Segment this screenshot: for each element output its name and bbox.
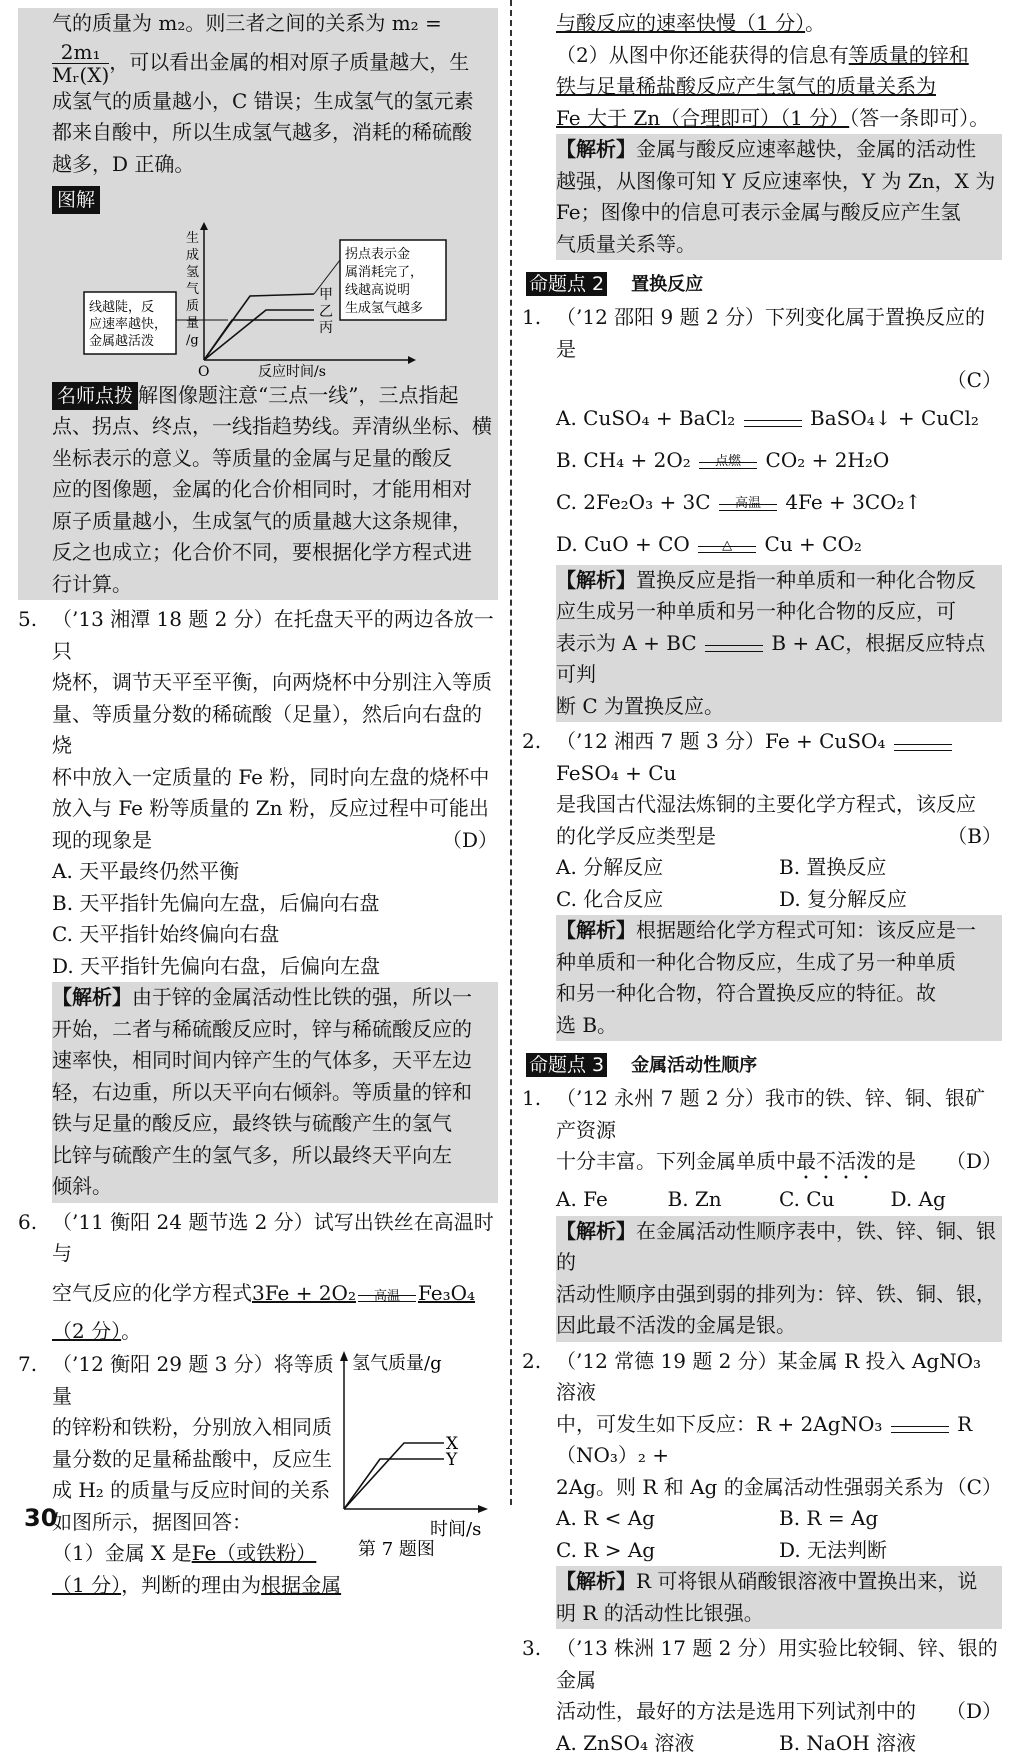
text-line: （’13 株洲 17 题 2 分）用实验比较铜、锌、银的金属 — [556, 1633, 1002, 1696]
option: C. 2Fe₂O₃ + 3C 高温 4Fe + 3CO₂↑ — [556, 481, 1002, 523]
text-line: 量分数的足量稀盐酸中，反应生 — [52, 1444, 352, 1476]
right-note-line: 拐点表示金 — [345, 246, 410, 262]
series-label-jia: 甲 — [319, 287, 333, 303]
text-line: 越强，从图像可知 Y 反应速率快，Y 为 Zn，X 为 — [556, 166, 998, 198]
jiexi-label: 【解析】 — [556, 1219, 636, 1243]
s3q2-solution: 【解析】R 可将银从硝酸银溶液中置换出来，说 明 R 的活动性比银强。 — [556, 1566, 1002, 1629]
text-line: 反之也成立；化合价不同，要根据化学方程式进 — [52, 537, 492, 569]
text-line: 成氢气的质量越小，C 错误；生成氢气的氢元素 — [52, 86, 492, 118]
reaction-diagram — [52, 220, 472, 370]
section-label: 命题点 3 — [526, 1053, 607, 1077]
option: B. R = Ag — [779, 1503, 1002, 1535]
option: D. CuO + CO △ Cu + CO₂ — [556, 523, 1002, 565]
left-column — [18, 8, 498, 1601]
text-line: 烧杯，调节天平至平衡，向两烧杯中分别注入等质 — [52, 667, 498, 699]
answer: （D） — [946, 1146, 1002, 1178]
text-line: 如图所示，据图回答： — [52, 1507, 352, 1539]
jiexi-label: 【解析】 — [556, 1569, 636, 1593]
answer: （D） — [442, 825, 498, 857]
mingshi-label: 名师点拨 — [52, 382, 138, 410]
text-line: 气的质量为 m₂。则三者之间的关系为 m₂ = — [52, 8, 492, 40]
jiexi-label: 【解析】 — [556, 918, 636, 942]
diagram-ylabel-char: 量 — [186, 316, 199, 331]
text-line: 倾斜。 — [52, 1171, 492, 1203]
diagram-ylabel-char: 氢 — [186, 265, 199, 280]
option: B. CH₄ + 2O₂ 点燃 CO₂ + 2H₂O — [556, 439, 1002, 481]
diagram-ylabel-char: 生 — [186, 230, 199, 246]
question-number: 7. — [18, 1349, 37, 1381]
right-column: 与酸反应的速率快慢（1 分）。 （2）从图中你还能获得的信息有等质量的锌和 铁与足量稀盐酸反应产生氢气的质量关系为 Fe 大于 Zn（合理即可）（1 分）（答一条即可）。 【解析】金属与酸反应速率越快，金属的活动性 越强，从图像可知 Y 反应速率快，Y 为 Zn，X 为 Fe；图像中的信息可表示金属与酸反应产生氢 气质量关系等。 命题点 2 置换反应 1. （’12 邵阳 9 题 2 分）下列变化属于置换反应的是 （C） A. CuSO₄ + BaCl₂ BaSO₄↓ + CuCl₂ B. CH₄ + 2O₂ 点燃 CO₂ + 2H₂O C. 2Fe₂O₃ + 3C 高温 4Fe + 3CO₂↑ D. CuO + CO △ Cu + CO₂ 【解析】置换反应是指一种单质和一种化合物反 应生成另一种单质和另一种化合物的反应，可 表示为 A + BC B + AC，根据反应特点可判 断 C 为置换反应。 2. （’12 湘西 7 题 3 分）Fe + CuSO₄ FeSO₄ + Cu 是我国古代湿法炼铜的主要化学方程式，该反应 的化学反应类型是 （B） A. 分解反应 B. 置换反应 C. 化合反应 D. 复分解反应 【解析】根据题给化学方程式可知：该反应是一 种单质和一种化合物反应，生成了另一种单质 和另一种化合物，符合置换反应的特征。故 选 B。 命题点 3 金属活动性顺序 1. （’12 永州 7 题 2 分）我市的铁、锌、铜、银矿产资源 十分丰富。下列金属单质中最不活泼的是 （D） A. Fe B. Zn C. Cu D. Ag 【解析】在金属活动性顺序表中，铁、锌、铜、银的 活动性顺序由强到弱的排列为：锌、铁、铜、银， 因此最不活泼的金属是银。 2. （’12 常德 19 题 2 分）某金属 R 投入 AgNO₃ 溶液 中，可发生如下反应：R + 2AgNO₃ R（NO₃）₂ + 2Ag。则 R 和 Ag 的金属活动性强弱关系为 （C） A. R < Ag B. R = Ag C. R > Ag D. 无法判断 【解析】R 可将银从硝酸银溶液中置换出来，说 明 R 的活动性比银强。 3. （’13 株洲 17 题 2 分）用实验比较铜、锌、银的金属 活动性，最好的方法是选用下列试剂中的 （D） A. ZnSO₄ 溶液 B. NaOH 溶液 — [522, 8, 1002, 1759]
answer: 等质量的锌和 — [849, 43, 969, 67]
s2-question-2: 2. （’12 湘西 7 题 3 分）Fe + CuSO₄ FeSO₄ + Cu 是我国古代湿法炼铜的主要化学方程式，该反应 的化学反应类型是 （B） A. 分解反应 B. 置换反应 C. 化合反应 D. 复分解反应 【解析】根据题给化学方程式可知：该反应是一 种单质和一种化合物反应，生成了另一种单质 和另一种化合物，符合置换反应的特征。故 选 B。 — [522, 726, 1002, 1041]
text-line: 气质量关系等。 — [556, 229, 998, 261]
answer-equation: 3Fe + 2O₂ 高温 Fe₃O₄ — [252, 1281, 475, 1305]
option: B. 置换反应 — [779, 852, 1002, 884]
text-line: （’13 湘潭 18 题 2 分）在托盘天平的两边各放一只 — [52, 604, 498, 667]
question-number: 2. — [522, 726, 541, 758]
answer: 铁与足量稀盐酸反应产生氢气的质量关系为 — [556, 74, 936, 98]
answer: Fe 大于 Zn（合理即可）（1 分） — [556, 106, 849, 130]
answer: （D） — [946, 1696, 1002, 1728]
question-number: 5. — [18, 604, 37, 636]
question-6: 6. （’11 衡阳 24 题节选 2 分）试写出铁丝在高温时与 空气反应的化学方程式3Fe + 2O₂ 高温 Fe₃O₄ （2 分）。 — [18, 1207, 498, 1348]
option: C. R > Ag — [556, 1535, 779, 1567]
option: C. 化合反应 — [556, 884, 779, 916]
option: A. 分解反应 — [556, 852, 779, 884]
text-line: 是我国古代湿法炼铜的主要化学方程式，该反应 — [556, 789, 1002, 821]
s3q1-solution: 【解析】在金属活动性顺序表中，铁、锌、铜、银的 活动性顺序由强到弱的排列为：锌、铁、铜、银， 因此最不活泼的金属是银。 — [556, 1216, 1002, 1342]
diagram-ylabel-char: 气 — [186, 282, 199, 297]
option: D. 无法判断 — [779, 1535, 1002, 1567]
s2-question-1 — [522, 302, 1002, 722]
text-line: 空气反应的化学方程式 — [52, 1281, 252, 1305]
answer: （C） — [947, 368, 1002, 392]
answer: 与酸反应的速率快慢（1 分） — [556, 11, 805, 35]
left-note-line: 线越陡，反 — [89, 299, 154, 315]
question-5 — [18, 604, 498, 1203]
option: A. ZnSO₄ 溶液 — [556, 1728, 779, 1759]
text-line: 和另一种化合物，符合置换反应的特征。故 — [556, 978, 998, 1010]
q5-solution: 【解析】由于锌的金属活动性比铁的强，所以一 开始，二者与稀硫酸反应时，锌与稀硫酸反应的 速率快，相同时间内锌产生的气体多，天平左边 轻，右边重，所以天平向右倾斜。等质量的锌和 铁与足量的酸反应，最终铁与硫酸产生的氢气 比锌与硫酸产生的氢气多，所以最终天平向左 倾斜。 — [52, 982, 498, 1203]
option: D. 天平指针先偏向右盘，后偏向左盘 — [52, 951, 498, 983]
series-label-bing: 丙 — [319, 320, 333, 336]
section-heading-2 — [526, 270, 1002, 296]
diagram-ylabel-char: 成 — [186, 247, 199, 263]
page-number: 30 — [24, 1504, 57, 1532]
s3-question-2: 2. （’12 常德 19 题 2 分）某金属 R 投入 AgNO₃ 溶液 中，可发生如下反应：R + 2AgNO₃ R（NO₃）₂ + 2Ag。则 R 和 Ag 的金属活动性强弱关系为 （C） A. R < Ag B. R = Ag C. R > Ag D. 无法判断 【解析】R 可将银从硝酸银溶液中置换出来，说 明 R 的活动性比银强。 — [522, 1346, 1002, 1630]
section-heading-3 — [526, 1051, 1002, 1077]
option: D. 复分解反应 — [779, 884, 1002, 916]
text-line: （’12 永州 7 题 2 分）我市的铁、锌、铜、银矿产资源 — [556, 1083, 1002, 1146]
jiexi-label: 【解析】 — [556, 568, 636, 592]
option: A. 天平最终仍然平衡 — [52, 856, 498, 888]
text-line: 现的现象是 — [52, 828, 152, 852]
answer: （C） — [947, 1472, 1002, 1504]
section-title: 金属活动性顺序 — [631, 1055, 757, 1076]
question-7: 7. （’12 衡阳 29 题 3 分）将等质量 的锌粉和铁粉，分别放入相同质 量分数的足量稀盐酸中，反应生 成 H₂ 的质量与反应时间的关系 如图所示，据图回答： （1）金属 X 是Fe（或铁粉） （1 分），判断的理由为根据金属 氢气质量/g X Y 时间/s 第 7 题图 — [18, 1349, 498, 1601]
q7-solution: 【解析】金属与酸反应速率越快，金属的活动性 越强，从图像可知 Y 反应速率快，Y 为 Zn，X 为 Fe；图像中的信息可表示金属与酸反应产生氢 气质量关系等。 — [556, 134, 1002, 260]
series-label-yi: 乙 — [319, 304, 333, 320]
text-line: 成 H₂ 的质量与反应时间的关系 — [52, 1475, 352, 1507]
text-line: 断 C 为置换反应。 — [556, 691, 998, 723]
fraction: $\frac{\text{2m₁}}{\text{Mᵣ(X)}}$ — [52, 41, 109, 86]
text-line: 开始，二者与稀硫酸反应时，锌与稀硫酸反应的 — [52, 1014, 492, 1046]
text-line: 活动性顺序由强到弱的排列为：锌、铁、铜、银， — [556, 1279, 998, 1311]
text-line: （’12 邵阳 9 题 2 分）下列变化属于置换反应的是 — [556, 302, 1002, 365]
text-line: 越多，D 正确。 — [52, 149, 492, 181]
text-line: 选 B。 — [556, 1010, 998, 1042]
text-line: 速率快，相同时间内锌产生的气体多，天平左边 — [52, 1045, 492, 1077]
question-number: 1. — [522, 1083, 541, 1115]
jiexi-label: 【解析】 — [52, 985, 132, 1009]
option: A. CuSO₄ + BaCl₂ BaSO₄↓ + CuCl₂ — [556, 397, 1002, 439]
option: C. 天平指针始终偏向右盘 — [52, 919, 498, 951]
text-line: 都来自酸中，所以生成氢气越多，消耗的稀硫酸 — [52, 117, 492, 149]
option: D. Ag — [891, 1184, 1003, 1216]
question-number: 1. — [522, 302, 541, 334]
option: B. 天平指针先偏向左盘，后偏向右盘 — [52, 888, 498, 920]
score: （2 分） — [52, 1319, 121, 1343]
text-line: （’12 衡阳 29 题 3 分）将等质量 — [52, 1349, 352, 1412]
option: C. Cu — [779, 1184, 891, 1216]
text-line: 杯中放入一定质量的 Fe 粉，同时向左盘的烧杯中 — [52, 762, 498, 794]
option: B. NaOH 溶液 — [779, 1728, 1002, 1759]
section-label: 命题点 2 — [526, 272, 607, 296]
text-line: 明 R 的活动性比银强。 — [556, 1598, 998, 1630]
s3-question-3: 3. （’13 株洲 17 题 2 分）用实验比较铜、锌、银的金属 活动性，最好的方法是选用下列试剂中的 （D） A. ZnSO₄ 溶液 B. NaOH 溶液 — [522, 1633, 1002, 1759]
option: A. R < Ag — [556, 1503, 779, 1535]
answer: （B） — [947, 821, 1002, 853]
text-line: 坐标表示的意义。等质量的金属与足量的酸反 — [52, 443, 492, 475]
text-line: （’11 衡阳 24 题节选 2 分）试写出铁丝在高温时与 — [52, 1207, 498, 1270]
text-line: 点、拐点、终点，一线指趋势线。弄清纵坐标、横 — [52, 411, 492, 443]
right-note-line: 属消耗完了， — [345, 264, 423, 280]
figure-caption: 第 7 题图 — [358, 1539, 435, 1560]
question-number: 6. — [18, 1207, 37, 1239]
option: A. Fe — [556, 1184, 668, 1216]
text-line: 因此最不活泼的金属是银。 — [556, 1310, 998, 1342]
score: （1 分） — [52, 1573, 121, 1597]
s2q2-solution: 【解析】根据题给化学方程式可知：该反应是一 种单质和一种化合物反应，生成了另一种单质 和另一种化合物，符合置换反应的特征。故 选 B。 — [556, 915, 1002, 1041]
text-line: 量、等质量分数的稀硫酸（足量），然后向右盘的烧 — [52, 699, 498, 762]
left-note-line: 金属越活泼 — [89, 333, 154, 349]
q4-solution-continued — [18, 8, 498, 600]
series-label-y: Y — [445, 1450, 458, 1470]
jiexi-label: 【解析】 — [556, 137, 636, 161]
text-line: 行计算。 — [52, 569, 492, 601]
text-line: 应生成另一种单质和另一种化合物的反应，可 — [556, 596, 998, 628]
text-line: 的锌粉和铁粉，分别放入相同质 — [52, 1412, 352, 1444]
text-line: 比锌与硫酸产生的氢气多，所以最终天平向左 — [52, 1140, 492, 1172]
answer: 根据金属 — [261, 1573, 341, 1597]
s2q1-solution: 【解析】置换反应是指一种单质和一种化合物反 应生成另一种单质和另一种化合物的反应，可 表示为 A + BC B + AC，根据反应特点可判 断 C 为置换反应。 — [556, 565, 1002, 723]
text-line: 轻，右边重，所以天平向右倾斜。等质量的锌和 — [52, 1077, 492, 1109]
text-line: 种单质和一种化合物反应，生成了另一种单质 — [556, 947, 998, 979]
text-line: 应的图像题，金属的化合价相同时，才能用相对 — [52, 474, 492, 506]
tujie-label: 图解 — [52, 186, 100, 214]
text-line: Fe；图像中的信息可表示金属与酸反应产生氢 — [556, 197, 998, 229]
q7-ylabel: 氢气质量/g — [352, 1353, 442, 1374]
text-line: 解图像题注意“三点一线”，三点指起 — [138, 383, 458, 407]
answer: Fe（或铁粉） — [192, 1541, 317, 1565]
diagram-ylabel-char: /g — [186, 333, 199, 348]
text-line: 原子质量越小，生成氢气的质量越大这条规律， — [52, 506, 492, 538]
text-line: ，可以看出金属的相对原子质量越大，生 — [109, 50, 469, 74]
column-divider — [510, 0, 512, 1505]
q7-graph — [332, 1349, 492, 1559]
left-note-line: 应速率越快， — [89, 316, 167, 332]
question-number: 2. — [522, 1346, 541, 1378]
origin-label: O — [198, 364, 209, 380]
series-label-x: X — [446, 1434, 459, 1454]
q7-xlabel: 时间/s — [430, 1519, 481, 1540]
option: B. Zn — [668, 1184, 780, 1216]
s3-question-1: 1. （’12 永州 7 题 2 分）我市的铁、锌、铜、银矿产资源 十分丰富。下列金属单质中最不活泼的是 （D） A. Fe B. Zn C. Cu D. Ag 【解析】在金属活动性顺序表中，铁、锌、铜、银的 活动性顺序由强到弱的排列为：锌、铁、铜、银， 因此最不活泼的金属是银。 — [522, 1083, 1002, 1342]
right-note-line: 线越高说明 — [345, 282, 410, 298]
question-number: 3. — [522, 1633, 541, 1665]
section-title: 置换反应 — [631, 274, 703, 295]
diagram-ylabel-char: 质 — [186, 299, 199, 314]
text-line: 放入与 Fe 粉等质量的 Zn 粉，反应过程中可能出 — [52, 793, 498, 825]
right-note-line: 生成氢气越多 — [345, 300, 423, 316]
text-line: （’12 常德 19 题 2 分）某金属 R 投入 AgNO₃ 溶液 — [556, 1346, 1002, 1409]
text-line: 铁与足量的酸反应，最终铁与硫酸产生的氢气 — [52, 1108, 492, 1140]
diagram-xlabel: 反应时间/s — [258, 364, 326, 380]
